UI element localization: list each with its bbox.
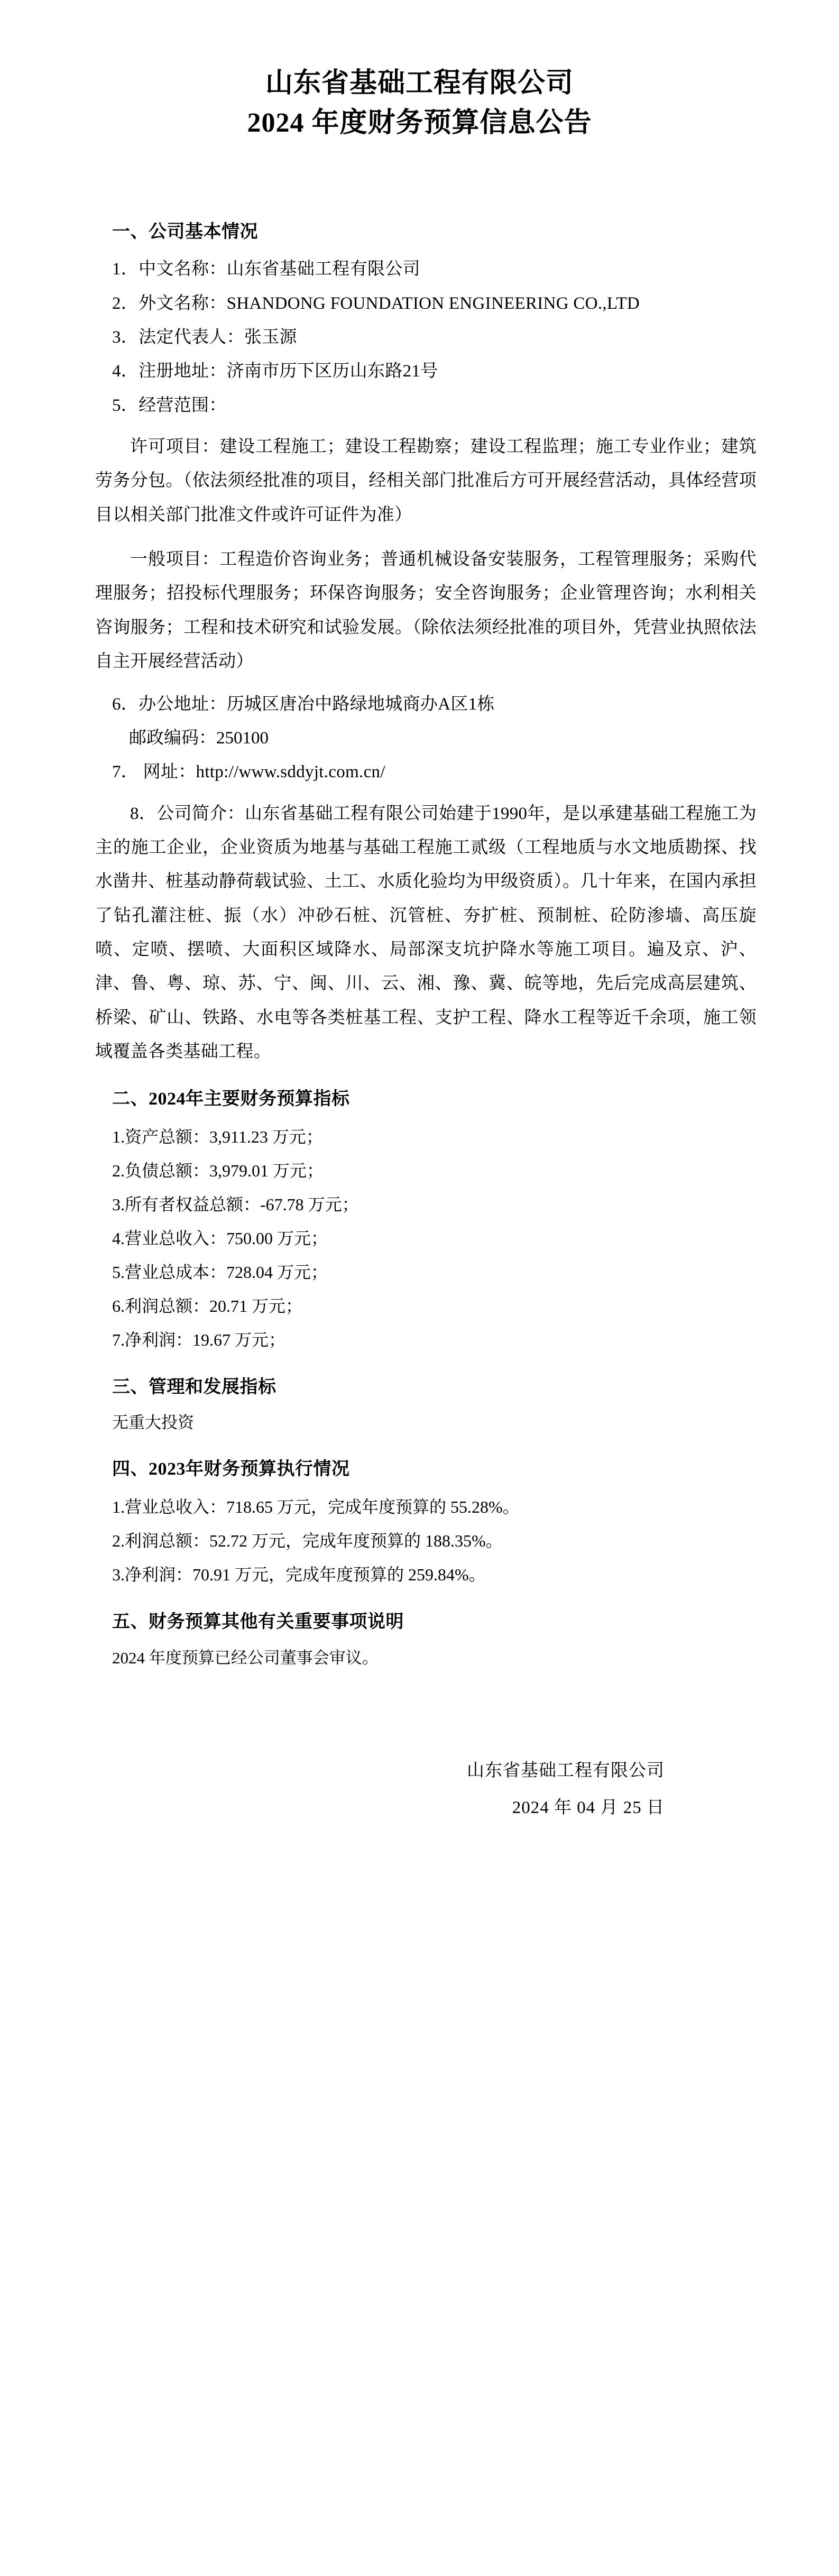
section-heading-management-development: 三、管理和发展指标 (112, 1377, 276, 1397)
metric-total-equity: 3.所有者权益总额：-67.78 万元； (112, 1194, 359, 1214)
signature-block (79, 1753, 760, 1826)
website: 7． 网址：http://www.sddyjt.com.cn/ (112, 762, 385, 782)
page-title (79, 63, 760, 143)
metric-total-revenue: 4.营业总收入：750.00 万元； (112, 1228, 328, 1248)
legal-representative: 3．法定代表人：张玉源 (112, 328, 297, 347)
other-matters-text: 2024 年度预算已经公司董事会审议。 (112, 1648, 379, 1667)
company-chinese-name: 1．中文名称：山东省基础工程有限公司 (112, 260, 420, 279)
execution-net-profit: 3.净利润：70.91 万元，完成年度预算的 259.84%。 (112, 1565, 486, 1584)
signature-date: 2024 年 04 月 25 日 (512, 1798, 665, 1817)
office-address: 6．办公地址：历城区唐冶中路绿地城商办A区1栋 (112, 694, 495, 714)
spacer (79, 679, 760, 687)
title-spacer (79, 143, 760, 201)
section-heading-company-basics: 一、公司基本情况 (112, 222, 258, 242)
section-heading-other-matters: 五、财务预算其他有关重要事项说明 (112, 1612, 404, 1632)
registered-address: 4．注册地址：济南市历下区历山东路21号 (112, 362, 438, 381)
business-scope-licensed: 许可项目：建设工程施工；建设工程勘察；建设工程监理；施工专业作业；建筑劳务分包。（依法须经批准的项目，经相关部门批准后方可开展经营活动，具体经营项目以相关部门批准文件或许可证件为准） (95, 437, 757, 525)
company-foreign-name: 2．外文名称：SHANDONG FOUNDATION ENGINEERING CO.,LTD (112, 293, 640, 313)
page-title-line-1: 山东省基础工程有限公司 (265, 68, 574, 98)
execution-total-revenue: 1.营业总收入：718.65 万元，完成年度预算的 55.28%。 (112, 1497, 520, 1516)
metric-net-profit: 7.净利润：19.67 万元； (112, 1330, 286, 1349)
signature-company: 山东省基础工程有限公司 (467, 1761, 665, 1781)
execution-total-profit: 2.利润总额：52.72 万元，完成年度预算的 188.35%。 (112, 1531, 503, 1550)
business-scope-general: 一般项目：工程造价咨询业务；普通机械设备安装服务，工程管理服务；采购代理服务；招投标代理服务；环保咨询服务；安全咨询服务；企业管理咨询；水利相关咨询服务；工程和技术研究和试验发展。（除依法须经批准的项目外，凭营业执照依法自主开展经营活动） (95, 550, 757, 671)
section-heading-budget-execution: 四、2023年财务预算执行情况 (112, 1459, 350, 1479)
management-development-text: 无重大投资 (112, 1413, 194, 1432)
section-heading-budget-indicators: 二、2024年主要财务预算指标 (112, 1089, 350, 1109)
company-profile: 8．公司简介：山东省基础工程有限公司始建于1990年，是以承建基础工程施工为主的施工企业，企业资质为地基与基础工程施工贰级（工程地质与水文地质勘探、找水凿井、桩基动静荷载试验、土工、水质化验均为甲级资质）。几十年来，在国内承担了钻孔灌注桩、振（水）冲砂石桩、沉管桩、夯扩桩、预制桩、砼防渗墙、高压旋喷、定喷、摆喷、大面积区域降水、局部深支坑护降水等施工项目。遍及京、沪、津、鲁、粤、琼、苏、宁、闽、川、云、湘、豫、冀、皖等地，先后完成高层建筑、桥梁、矿山、铁路、水电等各类桩基工程、支护工程、降水工程等近千余项，施工领域覆盖各类基础工程。 (95, 804, 757, 1061)
business-scope-label: 5．经营范围： (112, 395, 227, 415)
metric-total-profit: 6.利润总额：20.71 万元； (112, 1296, 303, 1315)
metric-total-assets: 1.资产总额：3,911.23 万元； (112, 1127, 323, 1146)
postal-code: 邮政编码：250100 (129, 728, 269, 748)
page-title-line-2: 2024 年度财务预算信息公告 (247, 108, 592, 139)
metric-total-liabilities: 2.负债总额：3,979.01 万元； (112, 1161, 324, 1180)
metric-total-cost: 5.营业总成本：728.04 万元； (112, 1262, 328, 1282)
